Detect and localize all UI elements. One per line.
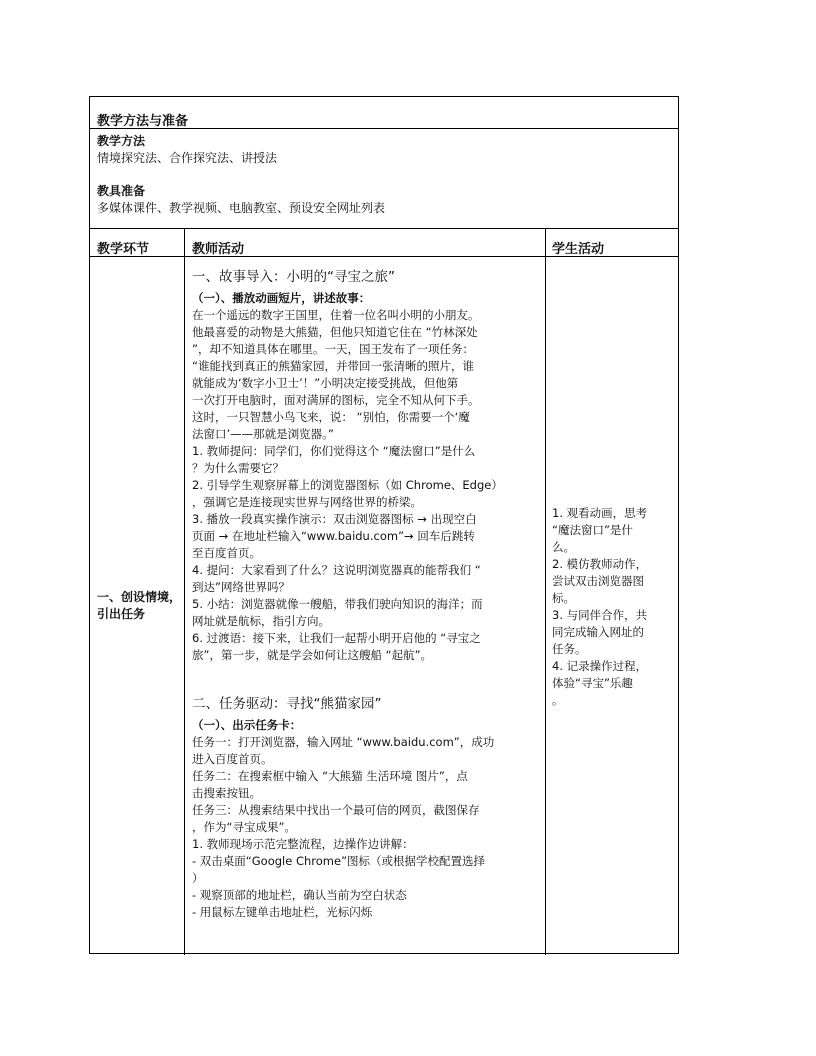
methods-label: 教学方法 [97,134,146,148]
teacher-text-line: ，强调它是连接现实世界与网络世界的桥梁。 [192,495,422,509]
teacher-text-line: 5. 小结：浏览器就像一艘船，带我们驶向知识的海洋；而 [192,597,483,611]
teacher-text-line: 他最喜爱的动物是大熊猫，但他只知道它住在 “竹林深处 [192,325,478,339]
section-header-row [90,97,678,129]
student-text-line: 体验“寻宝”乐趣 [552,676,633,690]
student-text-line: 4. 记录操作过程， [552,659,648,673]
teacher-text-line: 4. 提问：大家看到了什么？这说明浏览器真的能帮我们 “ [192,563,481,577]
student-text-line: 。 [552,693,564,707]
teacher-text-line: 旅”，第一步，就是学会如何让这艘船 “起航”。 [192,648,433,662]
teacher-text-line: 1. 教师现场示范完整流程，边操作边讲解： [192,837,414,851]
student-text-line: 标。 [552,591,575,605]
part1-title: 一、故事导入：小明的“寻宝之旅” [192,269,395,285]
column-header-row [90,228,678,257]
teacher-text-line: 在一个遥远的数字王国里，住着一位名叫小明的小朋友。 [192,308,480,322]
student-activity-cell [552,505,672,709]
teacher-text-line: 任务三：从搜索结果中找出一个最可信的网页，截图保存 [192,803,480,817]
teacher-text-line: 2. 引导学生观察屏幕上的浏览器图标（如 Chrome、Edge） [192,478,503,492]
teacher-text-line: 就能成为‘数字小卫士’！”小明决定接受挑战，但他第 [192,376,459,390]
student-text-line: 2. 模仿教师动作， [552,557,648,571]
teacher-text-line: - 观察顶部的地址栏，确认当前为空白状态 [192,888,407,902]
student-text-line: 么。 [552,540,575,554]
teacher-text-line: ，作为“寻宝成果”。 [192,820,296,834]
teacher-text-line: “谁能找到真正的熊猫家园，并带回一张清晰的照片，谁 [192,359,474,373]
methods-text: 情境探究法、合作探究法、讲授法 [97,151,278,165]
teacher-text-line: 进入百度首页。 [192,752,273,766]
teacher-text-line: 6. 过渡语：接下来，让我们一起帮小明开启他的 “寻宝之 [192,631,481,645]
student-text-line: 尝试双击浏览器图 [552,574,644,588]
teacher-text-line: 任务一：打开浏览器，输入网址 “www.baidu.com”，成功 [192,735,495,749]
preparation-block [97,133,672,217]
part2-body [192,734,535,921]
part1-body [192,307,535,664]
teacher-text-line: ） [192,871,204,885]
tools-label: 教具准备 [97,184,146,198]
teacher-text-line: - 双击桌面“Google Chrome”图标（或根据学校配置选择 [192,854,486,868]
teacher-text-line: - 用鼠标左键单击地址栏，光标闪烁 [192,905,373,919]
student-text-line: 任务。 [552,642,587,656]
teacher-text-line: ？为什么需要它？ [192,461,284,475]
student-text-line: 3. 与同伴合作，共 [552,608,648,622]
header-stage: 教学环节 [97,242,150,257]
teacher-text-line: 网址就是航标，指引方向。 [192,614,330,628]
student-text-line: “魔法窗口”是什 [552,523,633,537]
student-text-line: 同完成输入网址的 [552,625,644,639]
part2-title: 二、任务驱动：寻找“熊猫家园” [192,696,382,712]
teacher-text-line: 法窗口’——那就是浏览器。” [192,427,334,441]
teacher-text-line: 至百度首页。 [192,546,261,560]
header-teacher: 教师活动 [192,242,245,257]
teacher-text-line: 这时，一只智慧小鸟飞来，说： “别怕，你需要一个‘魔 [192,410,470,424]
lesson-plan-table [89,96,679,954]
teacher-text-line: 页面 → 在地址栏输入“www.baidu.com”→ 回车后跳转 [192,529,475,543]
teacher-text-line: ”，却不知道具体在哪里。一天，国王发布了一项任务： [192,342,474,356]
teacher-activity-cell [192,269,535,921]
student-text-line: 1. 观看动画，思考 [552,506,648,520]
tools-text: 多媒体课件、教学视频、电脑教室、预设安全网址列表 [97,201,386,215]
teacher-text-line: 3. 播放一段真实操作演示：双击浏览器图标 → 出现空白 [192,512,477,526]
part2-subtitle: （一）、出示任务卡： [192,718,302,732]
teacher-text-line: 任务二：在搜索框中输入 “大熊猫 生活环境 图片”，点 [192,769,468,783]
column-divider [184,228,185,955]
column-divider [545,228,546,955]
teacher-text-line: 1. 教师提问：同学们，你们觉得这个 “魔法窗口”是什么 [192,444,476,458]
stage-cell: 一、创设情境，引出任务 [97,590,182,621]
section-title: 教学方法与准备 [97,114,189,129]
header-student: 学生活动 [552,242,605,257]
teacher-text-line: 到达”网络世界吗？ [192,580,290,594]
teacher-text-line: 击搜索按钮。 [192,786,261,800]
teacher-text-line: 一次打开电脑时，面对满屏的图标，完全不知从何下手。 [192,393,480,407]
part1-subtitle: （一）、播放动画短片，讲述故事： [192,291,371,305]
